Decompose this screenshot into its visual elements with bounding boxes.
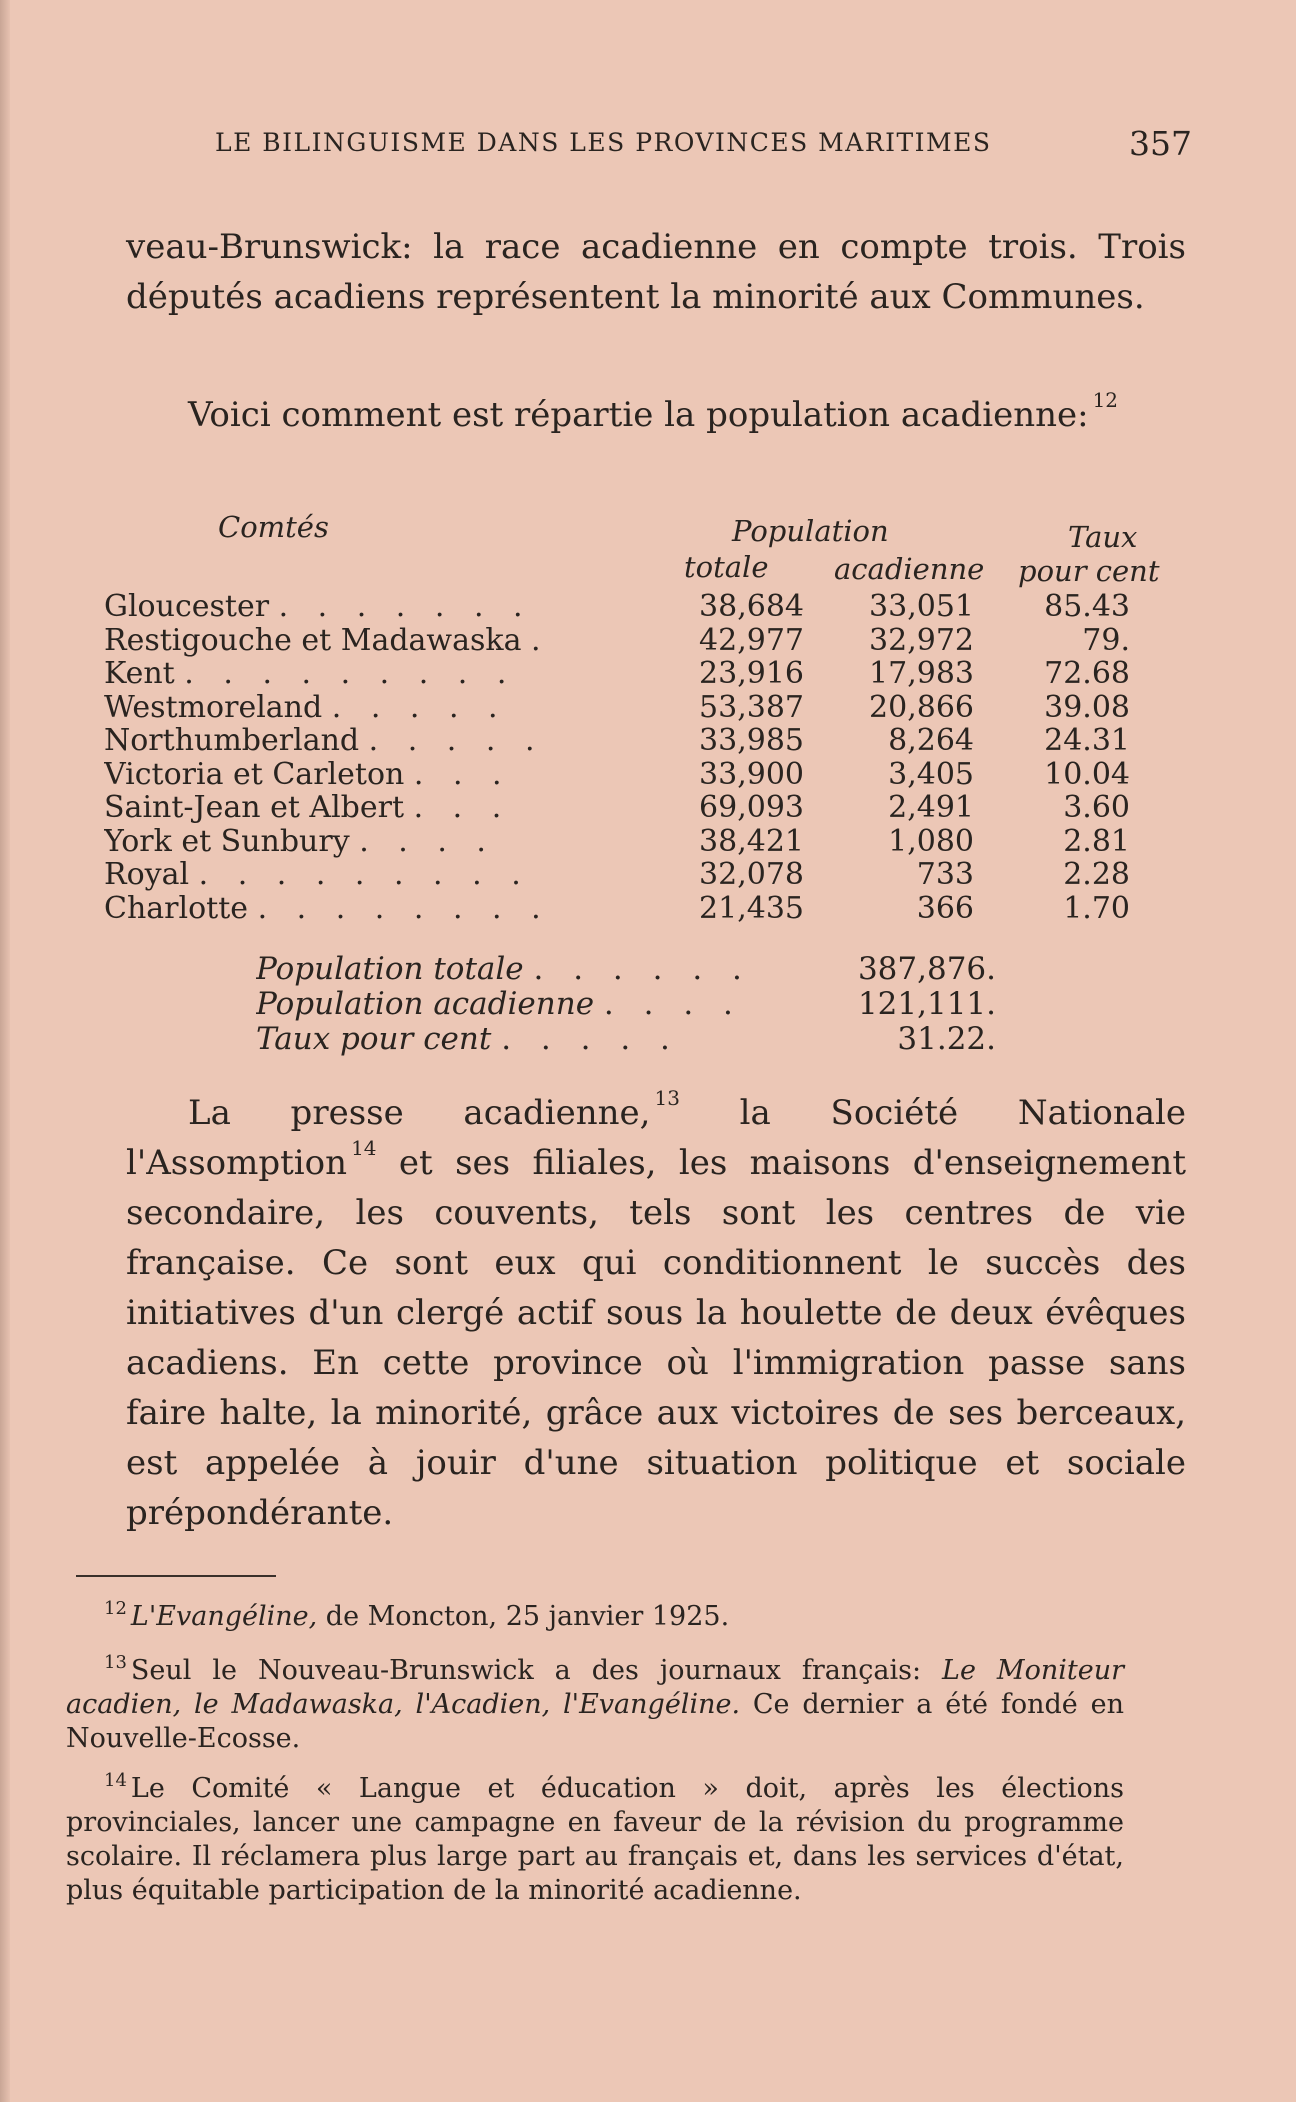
percent-rate: 1.70	[1063, 890, 1130, 926]
county-name	[104, 858, 644, 892]
summary-value: 121,111.	[857, 986, 996, 1022]
paragraph-2	[126, 390, 1186, 440]
summary-value: 387,876.	[857, 951, 996, 987]
footnote-12	[66, 1600, 1124, 1634]
summary-row	[256, 952, 1016, 987]
header-population: Population	[732, 514, 889, 548]
county-name	[104, 724, 644, 758]
paragraph-1-text: veau-Brunswick: la race acadienne en compte trois. Trois députés acadiens représentent la minorité aux Communes.	[126, 227, 1186, 317]
acadian-population: 20,866	[869, 689, 974, 725]
paragraph-3-part3: et ses filiales, les maisons d'enseignement secondaire, les couvents, tels sont les centres de vie française. Ce sont eux qui conditionnent le succès des initiatives d'un clergé actif sous la houlette de deux évêques acadiens. En cette province où l'immigration passe sans faire halte, la minorité, grâce aux victoires de ses berceaux, est appelée à jouir d'une situation politique et sociale prépondérante.	[126, 1143, 1186, 1533]
footnote-ref-12: 12	[1092, 388, 1119, 412]
total-population: 23,916	[699, 656, 804, 691]
table-row	[104, 590, 1184, 624]
running-title: LE BILINGUISME DANS LES PROVINCES MARITIMES	[215, 128, 992, 157]
leader-dots: . . . .	[603, 987, 743, 1022]
leader-dots: . . .	[413, 757, 512, 791]
acadian-population: 8,264	[888, 723, 974, 758]
leader-dots: . . . . .	[331, 690, 508, 724]
acadian-population: 33,051	[869, 589, 974, 624]
acadian-population: 733	[916, 857, 974, 892]
percent-rate: 3.60	[1063, 790, 1130, 825]
footnote-13	[66, 1654, 1124, 1756]
table-row	[104, 624, 1184, 658]
leader-dots: . . . .	[359, 824, 496, 858]
summary-label	[256, 987, 786, 1022]
header-rate: Taux	[1068, 520, 1138, 554]
footnote-12-number: 12	[104, 1598, 127, 1619]
percent-rate: 72.68	[1044, 656, 1130, 691]
table-row	[104, 758, 1184, 792]
leader-dots: .	[531, 623, 551, 657]
percent-rate: 79.	[1082, 622, 1130, 658]
footnote-12-text: de Moncton, 25 janvier 1925.	[325, 1601, 730, 1632]
paragraph-2-text: Voici comment est répartie la population acadienne:	[188, 395, 1089, 435]
summary-label-text: Taux pour cent	[256, 1022, 492, 1057]
total-population: 53,387	[699, 689, 804, 725]
table-row	[104, 791, 1184, 825]
summary-label-text: Population totale	[256, 952, 524, 987]
leader-dots: . . . . . . .	[278, 590, 533, 624]
summary-table	[256, 952, 1016, 1057]
total-population: 38,421	[699, 823, 804, 859]
header-counties: Comtés	[218, 510, 329, 544]
table-row	[104, 892, 1184, 926]
total-population: 33,985	[699, 723, 804, 758]
paragraph-3	[126, 1088, 1186, 1538]
footnote-14-text: Le Comité « Langue et éducation » doit, après les élections provinciales, lancer une campagne en faveur de la révision du programme scolaire. Il réclamera plus large part au français et, dans les services d'état, plus équitable participation de la minorité acadienne.	[66, 1773, 1124, 1906]
percent-rate: 24.31	[1044, 723, 1130, 758]
total-population: 69,093	[699, 790, 804, 825]
county-name	[104, 691, 644, 725]
footnote-13-rest: Ce dernier a été fondé en Nouvelle-Ecosse.	[66, 1689, 1124, 1754]
percent-rate: 2.28	[1063, 857, 1130, 892]
summary-label-text: Population acadienne	[256, 987, 595, 1022]
acadian-population: 1,080	[888, 823, 974, 859]
leader-dots: . . . . . . . . .	[198, 858, 531, 892]
footnote-separator	[76, 1575, 276, 1577]
total-population: 21,435	[699, 890, 804, 926]
paragraph-3-part2: la Société Nationale l'Assomption	[126, 1093, 1187, 1183]
leader-dots: . . . . . . . .	[257, 891, 551, 925]
county-name	[104, 590, 644, 624]
leader-dots: . . . . .	[368, 724, 545, 758]
table-row	[104, 825, 1184, 859]
subheader-acadian: acadienne	[834, 552, 985, 586]
table-row	[104, 858, 1184, 892]
table-row	[104, 691, 1184, 725]
summary-label	[256, 1022, 786, 1057]
summary-value: 31.22.	[897, 1021, 996, 1057]
footnote-ref-13: 13	[654, 1086, 680, 1110]
summary-row	[256, 987, 1016, 1022]
percent-rate: 10.04	[1044, 756, 1130, 792]
county-label: Kent	[104, 657, 175, 691]
footnote-14	[66, 1772, 1124, 1908]
county-label: Northumberland	[104, 724, 360, 758]
county-label: Victoria et Carleton	[104, 757, 405, 791]
paragraph-3-part1: La presse acadienne,	[188, 1093, 651, 1133]
subheader-percent: pour cent	[1018, 554, 1160, 588]
county-label: Gloucester	[104, 590, 270, 624]
county-label: Saint-Jean et Albert	[104, 791, 405, 825]
leader-dots: . . . . . . . . .	[184, 657, 517, 691]
total-population: 32,078	[699, 857, 804, 892]
county-label: York et Sunbury	[104, 824, 350, 858]
county-name	[104, 657, 644, 691]
acadian-population: 366	[916, 890, 974, 926]
total-population: 38,684	[699, 589, 804, 624]
page-number: 357	[1129, 124, 1192, 163]
county-label: Westmoreland	[104, 690, 323, 724]
total-population: 42,977	[699, 622, 804, 658]
acadian-population: 2,491	[888, 790, 974, 825]
leader-dots: . . . . . .	[533, 952, 752, 987]
county-name	[104, 624, 644, 658]
county-name	[104, 758, 644, 792]
subheader-total: totale	[684, 550, 769, 584]
total-population: 33,900	[699, 756, 804, 792]
paragraph-1	[126, 222, 1186, 322]
footnote-12-title: L'Evangéline,	[130, 1601, 318, 1632]
footnote-13-papers: Le Moniteur acadien, le Madawaska, l'Acadien, l'Evangéline.	[66, 1655, 1124, 1720]
county-label: Restigouche et Madawaska	[104, 623, 522, 657]
table-row	[104, 724, 1184, 758]
county-label: Royal	[104, 858, 190, 892]
population-table	[104, 590, 1184, 925]
page-edge	[0, 0, 10, 2102]
table-row	[104, 657, 1184, 691]
county-name	[104, 892, 644, 926]
county-name	[104, 791, 644, 825]
footnote-ref-14: 14	[351, 1136, 377, 1160]
acadian-population: 32,972	[869, 622, 974, 658]
summary-label	[256, 952, 786, 987]
percent-rate: 39.08	[1044, 689, 1130, 725]
percent-rate: 2.81	[1063, 823, 1130, 859]
acadian-population: 3,405	[888, 756, 974, 792]
county-name	[104, 825, 644, 859]
footnote-13-text: Seul le Nouveau-Brunswick a des journaux français:	[130, 1655, 922, 1686]
acadian-population: 17,983	[869, 656, 974, 691]
footnote-14-number: 14	[104, 1770, 127, 1791]
summary-row	[256, 1022, 1016, 1057]
leader-dots: . . .	[413, 791, 512, 825]
percent-rate: 85.43	[1044, 589, 1130, 624]
leader-dots: . . . . .	[501, 1022, 680, 1057]
county-label: Charlotte	[104, 891, 249, 925]
footnote-13-number: 13	[104, 1652, 127, 1673]
